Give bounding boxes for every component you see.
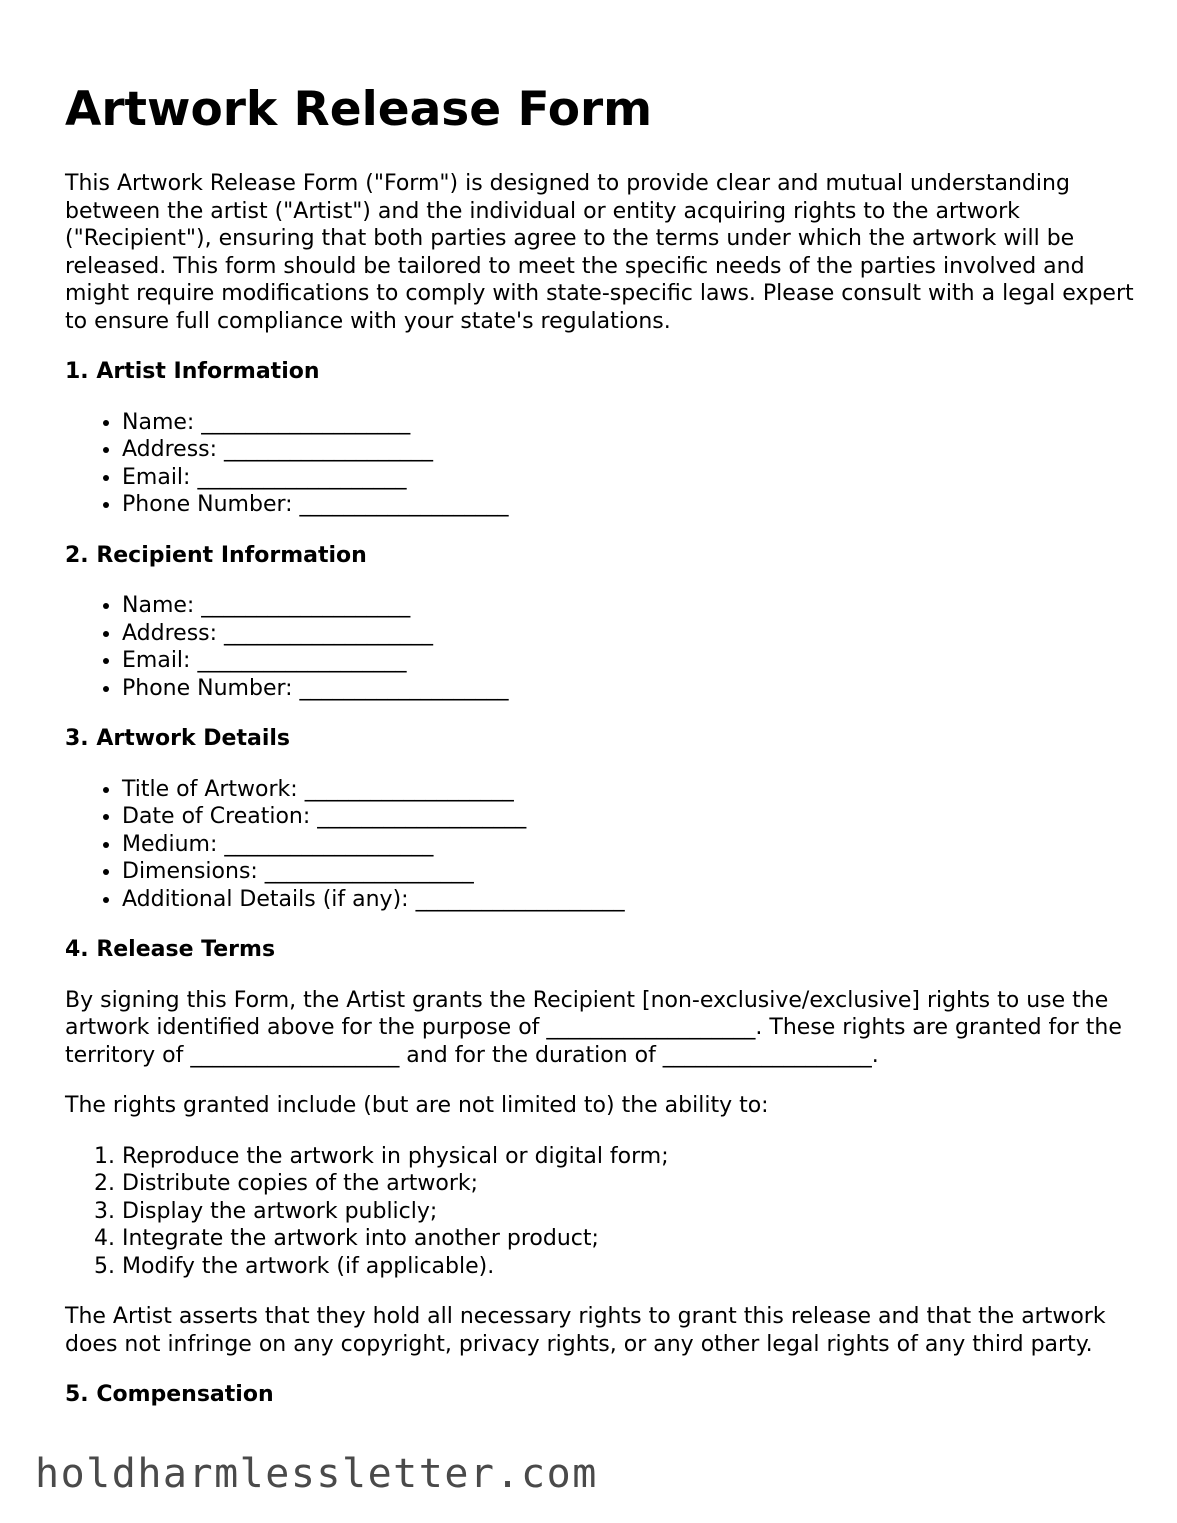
watermark-text: holdharmlessletter.com	[35, 1451, 598, 1497]
list-item: • Email: ___________________	[122, 464, 1135, 492]
intro-paragraph: This Artwork Release Form ("Form") is designed to provide clear and mutual understanding between the artist ("Artist") and the individual or entity acquiring rights to the artwork ("Recipient"), ensuring that both parties agree to the terms under which the artwork will be released. This form should be tailored to meet the specific needs of the parties involved and might require modifications to comply with state-specific laws. Please consult with a legal expert to ensure full compliance with your state's regulations.	[65, 171, 1134, 334]
artwork-details-list	[65, 776, 1135, 914]
list-item: • Medium: ___________________	[122, 831, 1135, 859]
section-heading-artist: 1. Artist Information	[65, 359, 320, 384]
list-item: • Date of Creation: ___________________	[122, 803, 1135, 831]
list-item: • Phone Number: ___________________	[122, 491, 1135, 519]
list-item: • Email: ___________________	[122, 647, 1135, 675]
section-heading-recipient: 2. Recipient Information	[65, 542, 367, 568]
recipient-info-list	[65, 592, 1135, 702]
list-item: • Name: ___________________	[122, 592, 1135, 620]
list-item: • Address: ___________________	[122, 620, 1135, 648]
release-terms-paragraph: By signing this Form, the Artist grants the Recipient [non-exclusive/exclusive] rights to use the artwork identified above for the purpose of ___________________. These rights are granted for the territory of ___________________ and for the duration of ___________________.	[65, 987, 1122, 1068]
list-item: 1. Reproduce the artwork in physical or digital form;	[122, 1143, 1135, 1171]
list-item: 4. Integrate the artwork into another product;	[122, 1225, 1135, 1253]
section-heading-compensation: 5. Compensation	[65, 1382, 274, 1407]
artist-assertion-paragraph: The Artist asserts that they hold all necessary rights to grant this release and that the artwork does not infringe on any copyright, privacy rights, or any other legal rights of any third party.	[65, 1304, 1106, 1357]
list-item: • Additional Details (if any): ___________________	[122, 886, 1135, 914]
list-item: • Title of Artwork: ___________________	[122, 776, 1135, 804]
list-item: • Address: ___________________	[122, 436, 1135, 464]
document-page	[65, 80, 1135, 1432]
list-item: 2. Distribute copies of the artwork;	[122, 1170, 1135, 1198]
artist-info-list	[65, 409, 1135, 519]
rights-list	[65, 1143, 1135, 1281]
list-item: 5. Modify the artwork (if applicable).	[122, 1253, 1135, 1281]
section-heading-release: 4. Release Terms	[65, 937, 276, 962]
list-item: • Phone Number: ___________________	[122, 675, 1135, 703]
document-title: Artwork Release Form	[65, 82, 653, 137]
rights-intro-paragraph: The rights granted include (but are not limited to) the ability to:	[65, 1093, 769, 1118]
list-item: • Dimensions: ___________________	[122, 858, 1135, 886]
section-heading-artwork: 3. Artwork Details	[65, 726, 291, 751]
list-item: 3. Display the artwork publicly;	[122, 1198, 1135, 1226]
list-item: • Name: ___________________	[122, 409, 1135, 437]
